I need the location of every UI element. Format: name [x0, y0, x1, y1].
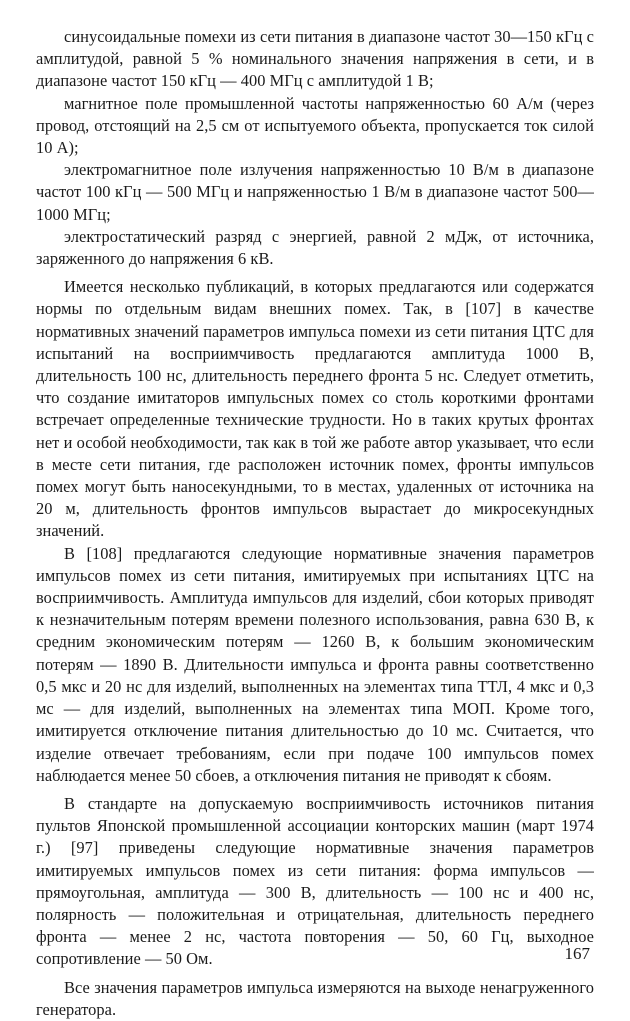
paragraph-japan-standard: В стандарте на допускаемую восприимчивость источников питания пультов Японской промышленной ассоциации конторских машин (март 1974 г.) [97] приведены следующие нормативные значения параметров имитируемых импульсов помех из сети питания: форма импульсов — прямоугольная, амплитуда — 300 В, длительность — 100 нс и 400 нс, полярность — положительная и отрицательная, длительность переднего фронта — менее 2 нс, частота повторения — 50, 60 Гц, выходное сопротивление — 50 Ом. — [36, 793, 594, 969]
paragraph-magnetic-field: магнитное поле промышленной частоты напряженностью 60 А/м (через провод, отстоящий на 2,5 см от испытуемого объекта, пропускается ток силой 10 А); — [36, 93, 594, 158]
paragraph-ref-108: В [108] предлагаются следующие нормативные значения параметров импульсов помех из сети питания, имитируемых при испытаниях ЦТС на восприимчивость. Амплитуда импульсов для изделий, сбои которых приводят к незначительным потерям времени полезного использования, равна 630 В, к средним экономическим потерям — 1260 В, к большим экономическим потерям — 1890 В. Длительности импульса и фронта равны соответственно 0,5 мкс и 20 нс для изделий, выполненных на элементах типа ТТЛ, 4 мкс и 0,3 мс — для изделий, выполненных на элементах типа МОП. Кроме того, имитируется отключение питания длительностью до 10 мс. Считается, что изделие отвечает требованиям, если при подаче 100 импульсов помех наблюдается менее 50 сбоев, а отключения питания не приводят к сбоям. — [36, 543, 594, 785]
paragraph-electrostatic-discharge: электростатический разряд с энергией, равной 2 мДж, от источника, заряженного до напряжения 6 кВ. — [36, 226, 594, 269]
paragraph-publications: Имеется несколько публикаций, в которых предлагаются или содержатся нормы по отдельным видам внешних помех. Так, в [107] в качестве нормативных значений параметров импульса помехи из сети питания ЦТС для испытаний на восприимчивость предлагаются амплитуда 1000 В, длительность 100 нс, длительность переднего фронта 5 нс. Следует отметить, что создание имитаторов импульсных помех со столь короткими фронтами встречает определенные технические трудности. Но в таких крутых фронтах нет и особой необходимости, так как в той же работе автор указывает, что если в месте сети питания, где расположен источник помех, фронты импульсов помех могут быть наносекундными, то в местах, удаленных от источника на 20 м, длительность фронтов импульсов вырастает до микросекундных значений. — [36, 277, 594, 541]
paragraph-sinusoidal-noise: синусоидальные помехи из сети питания в диапазоне частот 30—150 кГц с амплитудой, равной 5 % номинального значения напряжения в сети, и в диапазоне частот 150 кГц — 400 МГц с амплитудой 1 В; — [36, 27, 594, 91]
page-number: 167 — [564, 944, 590, 963]
paragraph-generator-note: Все значения параметров импульса измеряются на выходе ненагруженного генератора. — [36, 977, 594, 1019]
paragraph-em-field: электромагнитное поле излучения напряженностью 10 В/м в диапазоне частот 100 кГц — 500 МГц и напряженностью 1 В/м в диапазоне частот 500—1000 МГц; — [36, 160, 594, 224]
